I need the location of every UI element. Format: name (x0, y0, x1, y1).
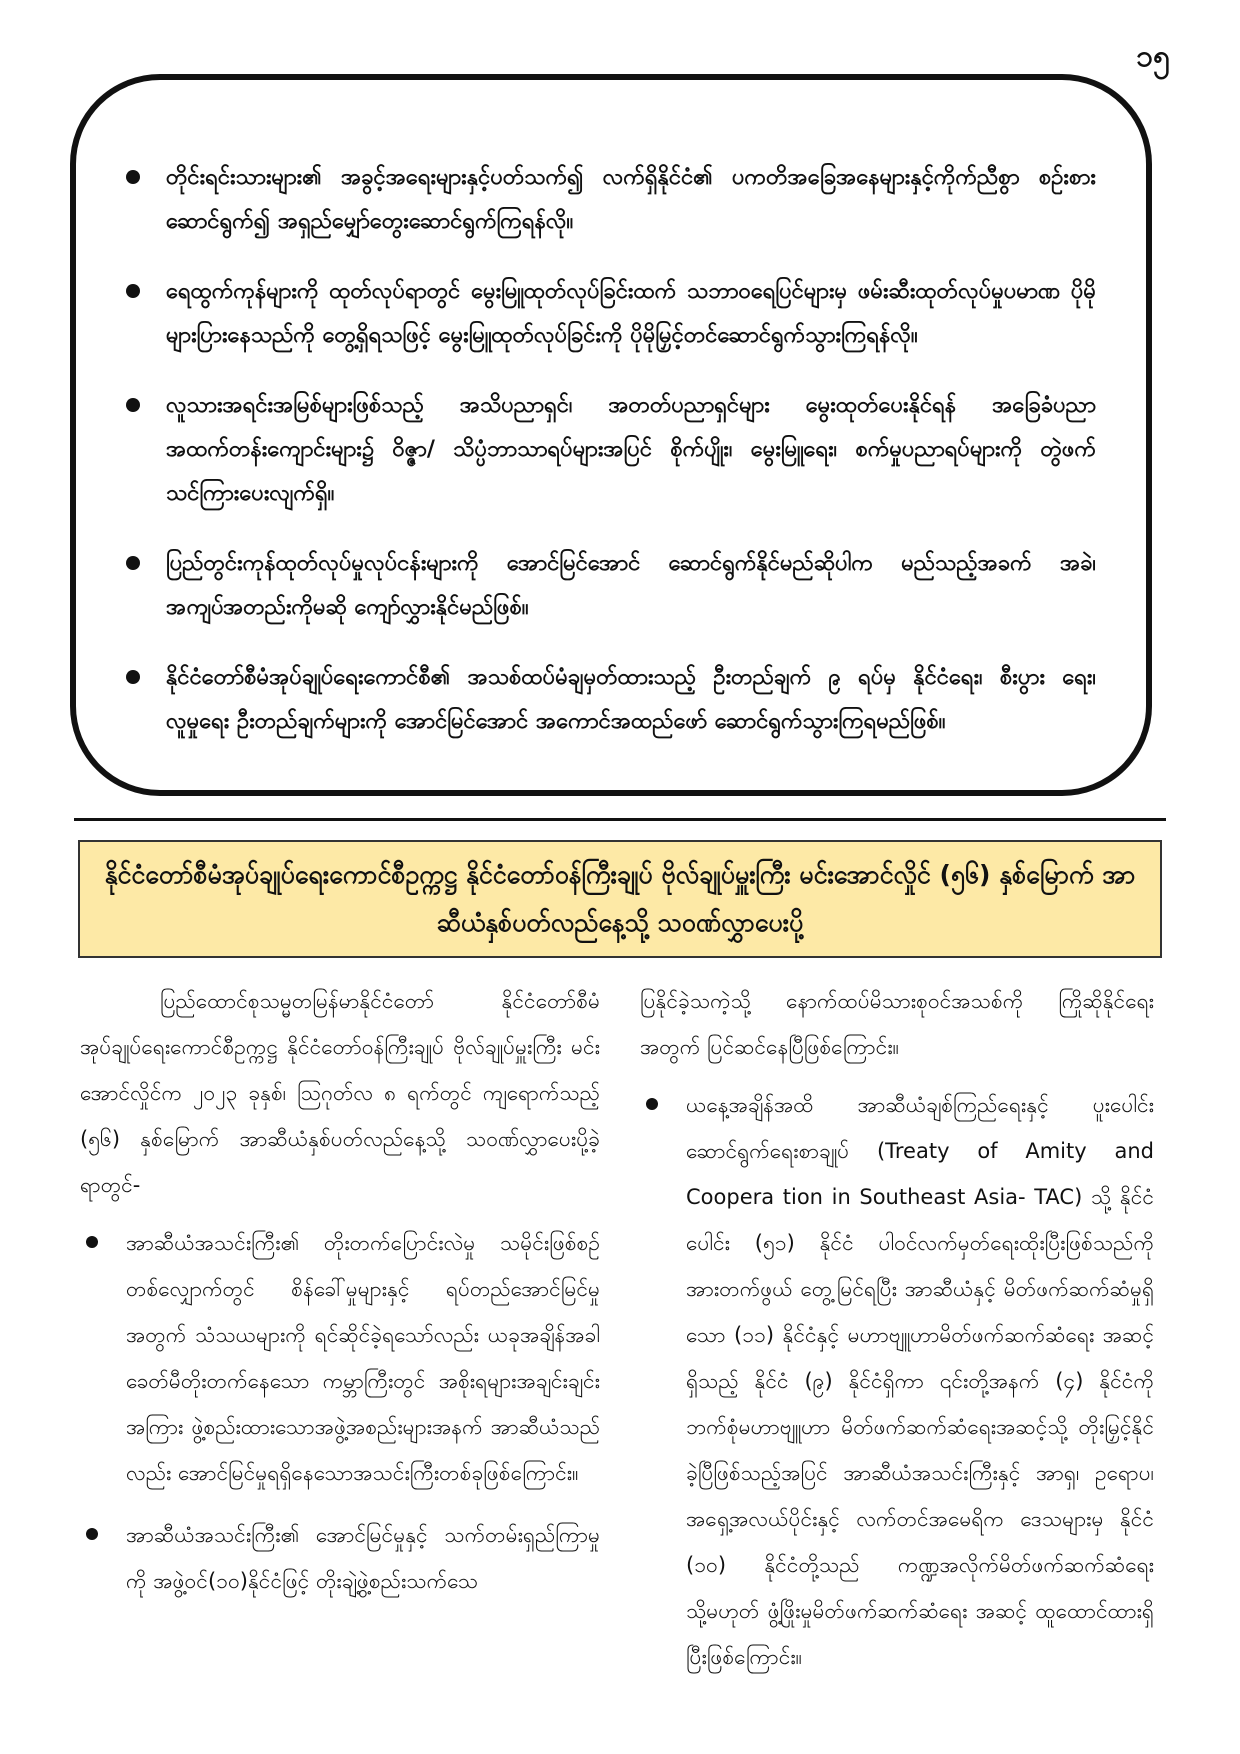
bullet-icon (126, 284, 140, 298)
bullet-icon (126, 556, 140, 570)
summary-item (126, 270, 1096, 358)
list-item (640, 1082, 1154, 1680)
bullet-icon (646, 1098, 658, 1110)
list-item-text: ယနေ့အချိန်အထိ အာဆီယံချစ်ကြည်ရေးနှင့် ပူးပေါင်းဆောင်ရွက်ရေးစာချုပ် (Treaty of Amity and Coopera tion in Southeast Asia- TAC) သို့ နိုင်ငံပေါင်း (၅၁) နိုင်ငံ ပါဝင်လက်မှတ်ရေးထိုးပြီးဖြစ်သည်ကို အားတက်ဖွယ် တွေ့မြင်ရပြီး အာဆီယံနှင့် မိတ်ဖက်ဆက်ဆံမှုရှိသော (၁၁) နိုင်ငံနှင့် မဟာဗျူဟာမိတ်ဖက်ဆက်ဆံရေး အဆင့်ရှိသည့် နိုင်ငံ (၉) နိုင်ငံရှိကာ ၎င်းတို့အနက် (၄) နိုင်ငံကို ဘက်စုံမဟာဗျူဟာ မိတ်ဖက်ဆက်ဆံရေးအဆင့်သို့ တိုးမြှင့်နိုင်ခဲ့ပြီဖြစ်သည့်အပြင် အာဆီယံအသင်းကြီးနှင့် အာရှ၊ ဥရောပ၊ အရှေ့အလယ်ပိုင်းနှင့် လက်တင်အမေရိက ဒေသများမှ နိုင်ငံ (၁၀) နိုင်ငံတို့သည် ကဏ္ဍအလိုက်မိတ်ဖက်ဆက်ဆံရေး သို့မဟုတ် ဖွံ့ဖြိုးမှုမိတ်ဖက်ဆက်ဆံရေး အဆင့် ထူထောင်ထားရှိပြီးဖြစ်ကြောင်း။ (686, 1093, 1154, 1669)
summary-box (70, 74, 1152, 796)
article-intro: ပြည်ထောင်စုသမ္မတမြန်မာနိုင်ငံတော် နိုင်ငံတော်စီမံအုပ်ချုပ်ရေးကောင်စီဥက္ကဋ္ဌ နိုင်ငံတော်ဝန်ကြီးချုပ် ဗိုလ်ချုပ်မှူးကြီး မင်းအောင်လှိုင်က ၂၀၂၃ ခုနှစ်၊ ဩဂုတ်လ ၈ ရက်တွင် ကျရောက်သည့် (၅၆) နှစ်မြောက် အာဆီယံနှစ်ပတ်လည်နေ့သို့ သဝဏ်လွှာပေးပို့ခဲ့ရာတွင်- (80, 989, 600, 1197)
page-number: ၁၅ (1136, 39, 1170, 74)
summary-item-text: ရေထွက်ကုန်များကို ထုတ်လုပ်ရာတွင် မွေးမြူထုတ်လုပ်ခြင်းထက် သဘာဝရေပြင်များမှ ဖမ်းဆီးထုတ်လုပ်မှုပမာဏ ပိုမိုများပြားနေသည်ကို တွေ့ရှိရသဖြင့် မွေးမြူထုတ်လုပ်ခြင်းကို ပိုမိုမြှင့်တင်ဆောင်ရွက်သွားကြရန်လို။ (166, 279, 1096, 348)
list-item-text: အာဆီယံအသင်းကြီး၏ တိုးတက်ပြောင်းလဲမှု သမိုင်းဖြစ်စဉ်တစ်လျှောက်တွင် စိန်ခေါ်မှုများနှင့် ရပ်တည်အောင်မြင်မှုအတွက် သံသယများကို ရင်ဆိုင်ခဲ့ရသော်လည်း ယခုအချိန်အခါ ခေတ်မီတိုးတက်နေသော ကမ္ဘာကြီးတွင် အစိုးရများအချင်းချင်းအကြား ဖွဲ့စည်းထားသောအဖွဲ့အစည်းများအနက် အာဆီယံသည်လည်း အောင်မြင်မှုရရှိနေသောအသင်းကြီးတစ်ခုဖြစ်ကြောင်း။ (126, 1231, 600, 1485)
article-headline: နိုင်ငံတော်စီမံအုပ်ချုပ်ရေးကောင်စီဥက္ကဋ္ဌ နိုင်ငံတော်ဝန်ကြီးချုပ် ဗိုလ်ချုပ်မှူးကြီး မင်းအောင်လှိုင် (၅၆) နှစ်မြောက် အာဆီယံနှစ်ပတ်လည်နေ့သို့ သဝဏ်လွှာပေးပို့ (78, 840, 1162, 958)
list-item (80, 1512, 600, 1604)
summary-item (126, 656, 1096, 744)
bullet-icon (126, 398, 140, 412)
summary-item-text: တိုင်းရင်းသားများ၏ အခွင့်အရေးများနှင့်ပတ်သက်၍ လက်ရှိနိုင်ငံ၏ ပကတိအခြေအနေများနှင့်ကိုက်ညီစွာ စဉ်းစားဆောင်ရွက်၍ အရှည်မျှော်တွေးဆောင်ရွက်ကြရန်လို။ (166, 165, 1096, 234)
bullet-icon (86, 1236, 98, 1248)
summary-item (126, 542, 1096, 630)
left-bullet-list (80, 1220, 600, 1604)
summary-item-text: နိုင်ငံတော်စီမံအုပ်ချုပ်ရေးကောင်စီ၏ အသစ်ထပ်မံချမှတ်ထားသည့် ဦးတည်ချက် ၉ ရပ်မှ နိုင်ငံရေး၊ စီးပွား ရေး၊ လူမှုရေး ဦးတည်ချက်များကို အောင်မြင်အောင် အကောင်အထည်ဖော် ဆောင်ရွက်သွားကြရမည်ဖြစ်။ (166, 665, 1096, 734)
article-right-column (640, 978, 1154, 1696)
section-divider (74, 818, 1166, 821)
bullet-icon (86, 1528, 98, 1540)
right-bullet-list (640, 1082, 1154, 1680)
summary-item-text: လူသားအရင်းအမြစ်များဖြစ်သည့် အသိပညာရှင်၊ အတတ်ပညာရှင်များ မွေးထုတ်ပေးနိုင်ရန် အခြေခံပညာ အထက်တန်းကျောင်းများ၌ ဝိဇ္ဇာ/ သိပ္ပံဘာသာရပ်များအပြင် စိုက်ပျိုး၊ မွေးမြူရေး၊ စက်မှုပညာရပ်များကို တွဲဖက်သင်ကြားပေးလျက်ရှိ။ (166, 393, 1096, 506)
summary-item (126, 384, 1096, 516)
summary-item-text: ပြည်တွင်းကုန်ထုတ်လုပ်မှုလုပ်ငန်းများကို အောင်မြင်အောင် ဆောင်ရွက်နိုင်မည်ဆိုပါက မည်သည့်အခက် အခဲ၊ အကျပ်အတည်းကိုမဆို ကျော်လွှားနိုင်မည်ဖြစ်။ (166, 551, 1096, 620)
article-left-column (80, 978, 600, 1620)
list-item (80, 1220, 600, 1496)
article-continuation: ပြနိုင်ခဲ့သကဲ့သို့ နောက်ထပ်မိသားစုဝင်အသစ်ကို ကြိုဆိုနိုင်ရေးအတွက် ပြင်ဆင်နေပြီဖြစ်ကြောင်း။ (640, 989, 1154, 1059)
bullet-icon (126, 170, 140, 184)
list-item-text: အာဆီယံအသင်းကြီး၏ အောင်မြင်မှုနှင့် သက်တမ်းရှည်ကြာမှုကို အဖွဲ့ဝင်(၁၀)နိုင်ငံဖြင့် တိုးချဲ့ဖွဲ့စည်းသက်သေ (126, 1523, 600, 1593)
summary-item (126, 156, 1096, 244)
summary-list (126, 156, 1096, 744)
bullet-icon (126, 670, 140, 684)
